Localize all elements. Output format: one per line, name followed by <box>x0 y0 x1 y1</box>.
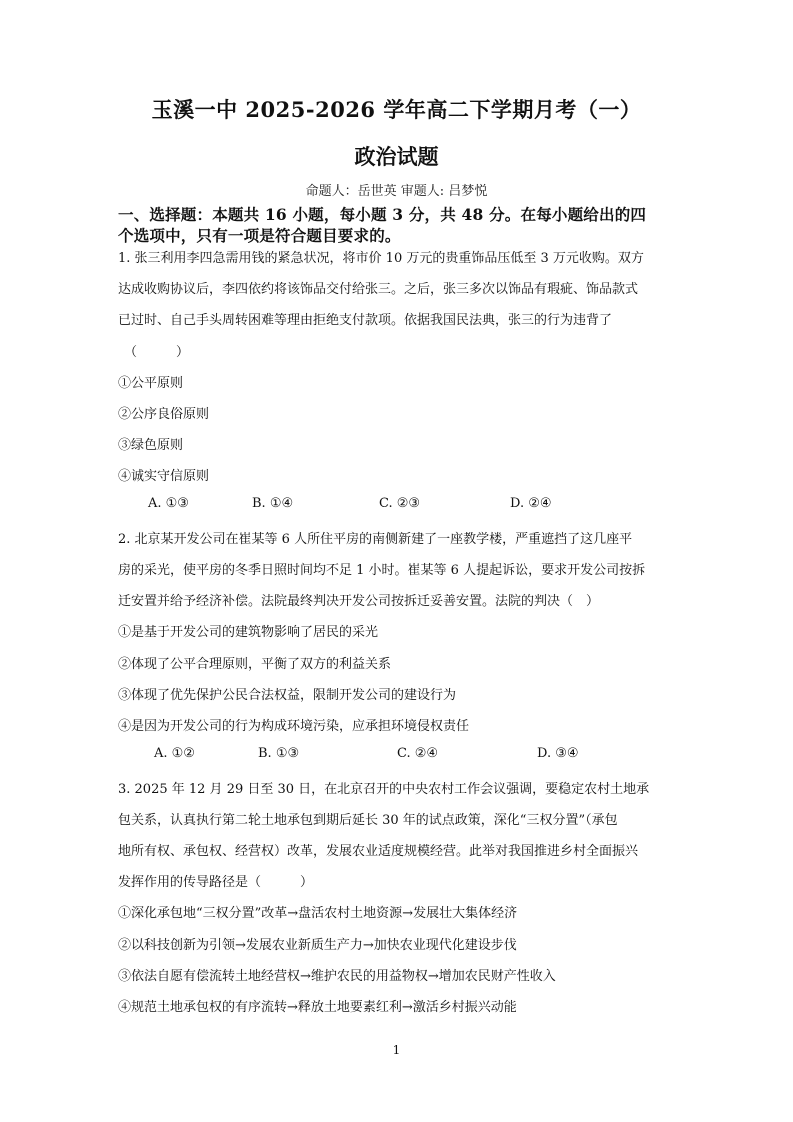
q2-option-c: C. ②④ <box>397 746 439 761</box>
q1-option-d: D. ②④ <box>510 496 552 511</box>
q1-stem-line-3: 已过时、自己手头周转困难等理由拒绝支付款项。依据我国民法典，张三的行为违背了 <box>118 313 613 328</box>
q3-stem-line-3: 地所有权、承包权、经营权）改革，发展农业适度规模经营。此举对我国推进乡村全面振兴 <box>118 844 639 859</box>
q1-statement-4: ④诚实守信原则 <box>118 469 210 484</box>
q3-stem-line-4: 发挥作用的传导路径是（ ） <box>118 875 314 890</box>
q2-statement-4: ④是因为开发公司的行为构成环境污染，应承担环境侵权责任 <box>118 719 470 734</box>
q2-statement-1: ①是基于开发公司的建筑物影响了居民的采光 <box>118 625 379 640</box>
q2-statement-3: ③体现了优先保护公民合法权益，限制开发公司的建设行为 <box>118 688 457 703</box>
q1-stem-line-2: 达成收购协议后，李四依约将该饰品交付给张三。之后，张三多次以饰品有瑕疵、饰品款式 <box>118 282 639 297</box>
page-number: 1 <box>392 1043 401 1057</box>
q1-option-a: A. ①③ <box>148 496 189 511</box>
q2-option-a: A. ①② <box>154 746 195 761</box>
q2-option-d: D. ③④ <box>537 746 579 761</box>
q2-stem-line-1: 2. 北京某开发公司在崔某等 6 人所住平房的南侧新建了一座教学楼，严重遮挡了这几座平 <box>118 532 633 547</box>
q1-stem-line-1: 1. 张三利用李四急需用钱的紧急状况，将市价 10 万元的贵重饰品压低至 3 万元收购。双方 <box>118 251 644 266</box>
q3-statement-2: ②以科技创新为引领→发展农业新质生产力→加快农业现代化建设步伐 <box>118 938 517 953</box>
q1-option-c: C. ②③ <box>379 496 421 511</box>
q3-stem-line-2: 包关系，认真执行第二轮土地承包到期后延长 30 年的试点政策，深化“三权分置”（承包 <box>118 813 618 828</box>
q2-stem-line-2: 房的采光，使平房的冬季日照时间均不足 1 小时。崔某等 6 人提起诉讼，要求开发公司按拆 <box>118 563 646 578</box>
q1-statement-1: ①公平原则 <box>118 376 184 391</box>
q3-statement-4: ④规范土地承包权的有序流转→释放土地要素红利→激活乡村振兴动能 <box>118 1000 517 1015</box>
q2-statement-2: ②体现了公平合理原则，平衡了双方的利益关系 <box>118 657 392 672</box>
section-instruction-line-2: 个选项中，只有一项是符合题目要求的。 <box>118 226 401 245</box>
q3-statement-1: ①深化承包地“三权分置”改革→盘活农村土地资源→发展壮大集体经济 <box>118 906 518 921</box>
page-title: 玉溪一中 2025-2026 学年高二下学期月考（一） <box>151 97 642 122</box>
page-subtitle: 政治试题 <box>354 144 439 169</box>
q2-stem-line-3: 迁安置并给予经济补偿。法院最终判决开发公司按拆迁妥善安置。法院的判决（ ） <box>118 594 600 609</box>
authors-line: 命题人：岳世英 审题人: 吕梦悦 <box>305 184 488 199</box>
section-instruction-line-1: 一、选择题：本题共 16 小题，每小题 3 分，共 48 分。在每小题给出的四 <box>118 205 647 224</box>
q1-stem-line-4: （ ） <box>124 345 190 360</box>
q3-statement-3: ③依法自愿有偿流转土地经营权→维护农民的用益物权→增加农民财产性收入 <box>118 969 556 984</box>
q1-option-b: B. ①④ <box>252 496 294 511</box>
q2-option-b: B. ①③ <box>258 746 300 761</box>
q3-stem-line-1: 3. 2025 年 12 月 29 日至 30 日，在北京召开的中央农村工作会议强调，要稳定农村土地承 <box>118 782 650 797</box>
q1-statement-3: ③绿色原则 <box>118 438 184 453</box>
q1-statement-2: ②公序良俗原则 <box>118 407 210 422</box>
